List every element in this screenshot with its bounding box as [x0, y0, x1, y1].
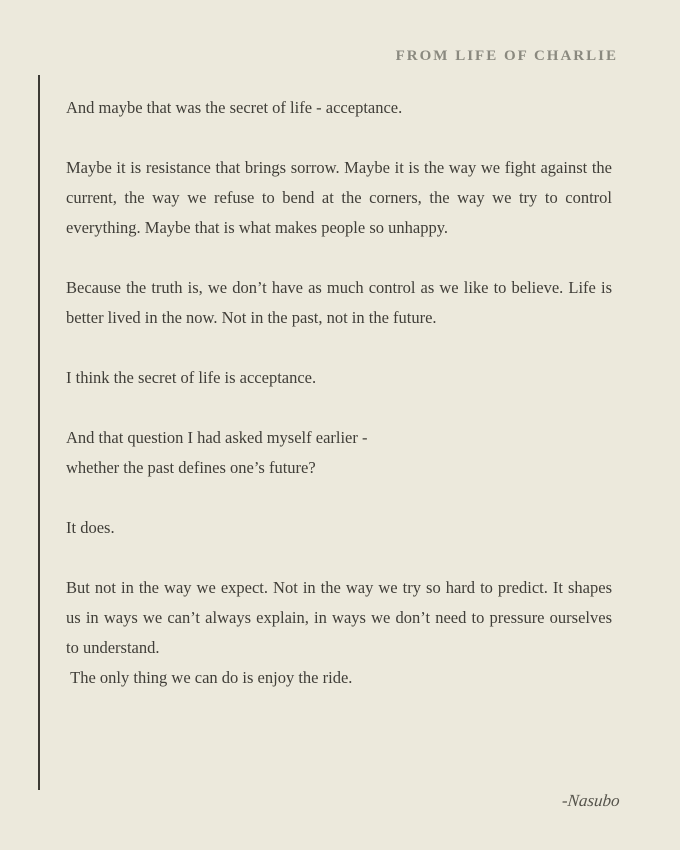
- author-signature: -Nasubo: [561, 791, 622, 810]
- paragraph-line: The only thing we can do is enjoy the ride.: [66, 668, 353, 687]
- paragraph: [66, 423, 612, 483]
- paragraph-line: But not in the way we expect. Not in the way we try so hard to predict. It shapes us in ways we can’t always explain, in ways we don’t need to pressure ourselves to understand.: [66, 578, 612, 657]
- page-header-title: FROM LIFE OF CHARLIE: [395, 48, 618, 64]
- paragraph-line: It does.: [66, 518, 115, 537]
- paragraph: [66, 153, 612, 243]
- paragraph: [66, 363, 612, 393]
- quote-body: [38, 75, 612, 790]
- paragraph-line: And maybe that was the secret of life - acceptance.: [66, 98, 403, 117]
- paragraph: [66, 573, 612, 693]
- paragraph-line: I think the secret of life is acceptance.: [66, 368, 317, 387]
- paragraph: [66, 513, 612, 543]
- paragraph-line: And that question I had asked myself earlier -: [66, 428, 368, 447]
- paragraph-line: Maybe it is resistance that brings sorrow. Maybe it is the way we fight against the current, the way we refuse to bend at the corners, the way we try to control everything. Maybe that is what makes people so unhappy.: [66, 158, 612, 237]
- paragraph: [66, 273, 612, 333]
- paragraph: [66, 93, 612, 123]
- paragraph-line: Because the truth is, we don’t have as much control as we like to believe. Life is better lived in the now. Not in the past, not in the future.: [66, 278, 612, 327]
- paragraph-line: whether the past defines one’s future?: [66, 458, 316, 477]
